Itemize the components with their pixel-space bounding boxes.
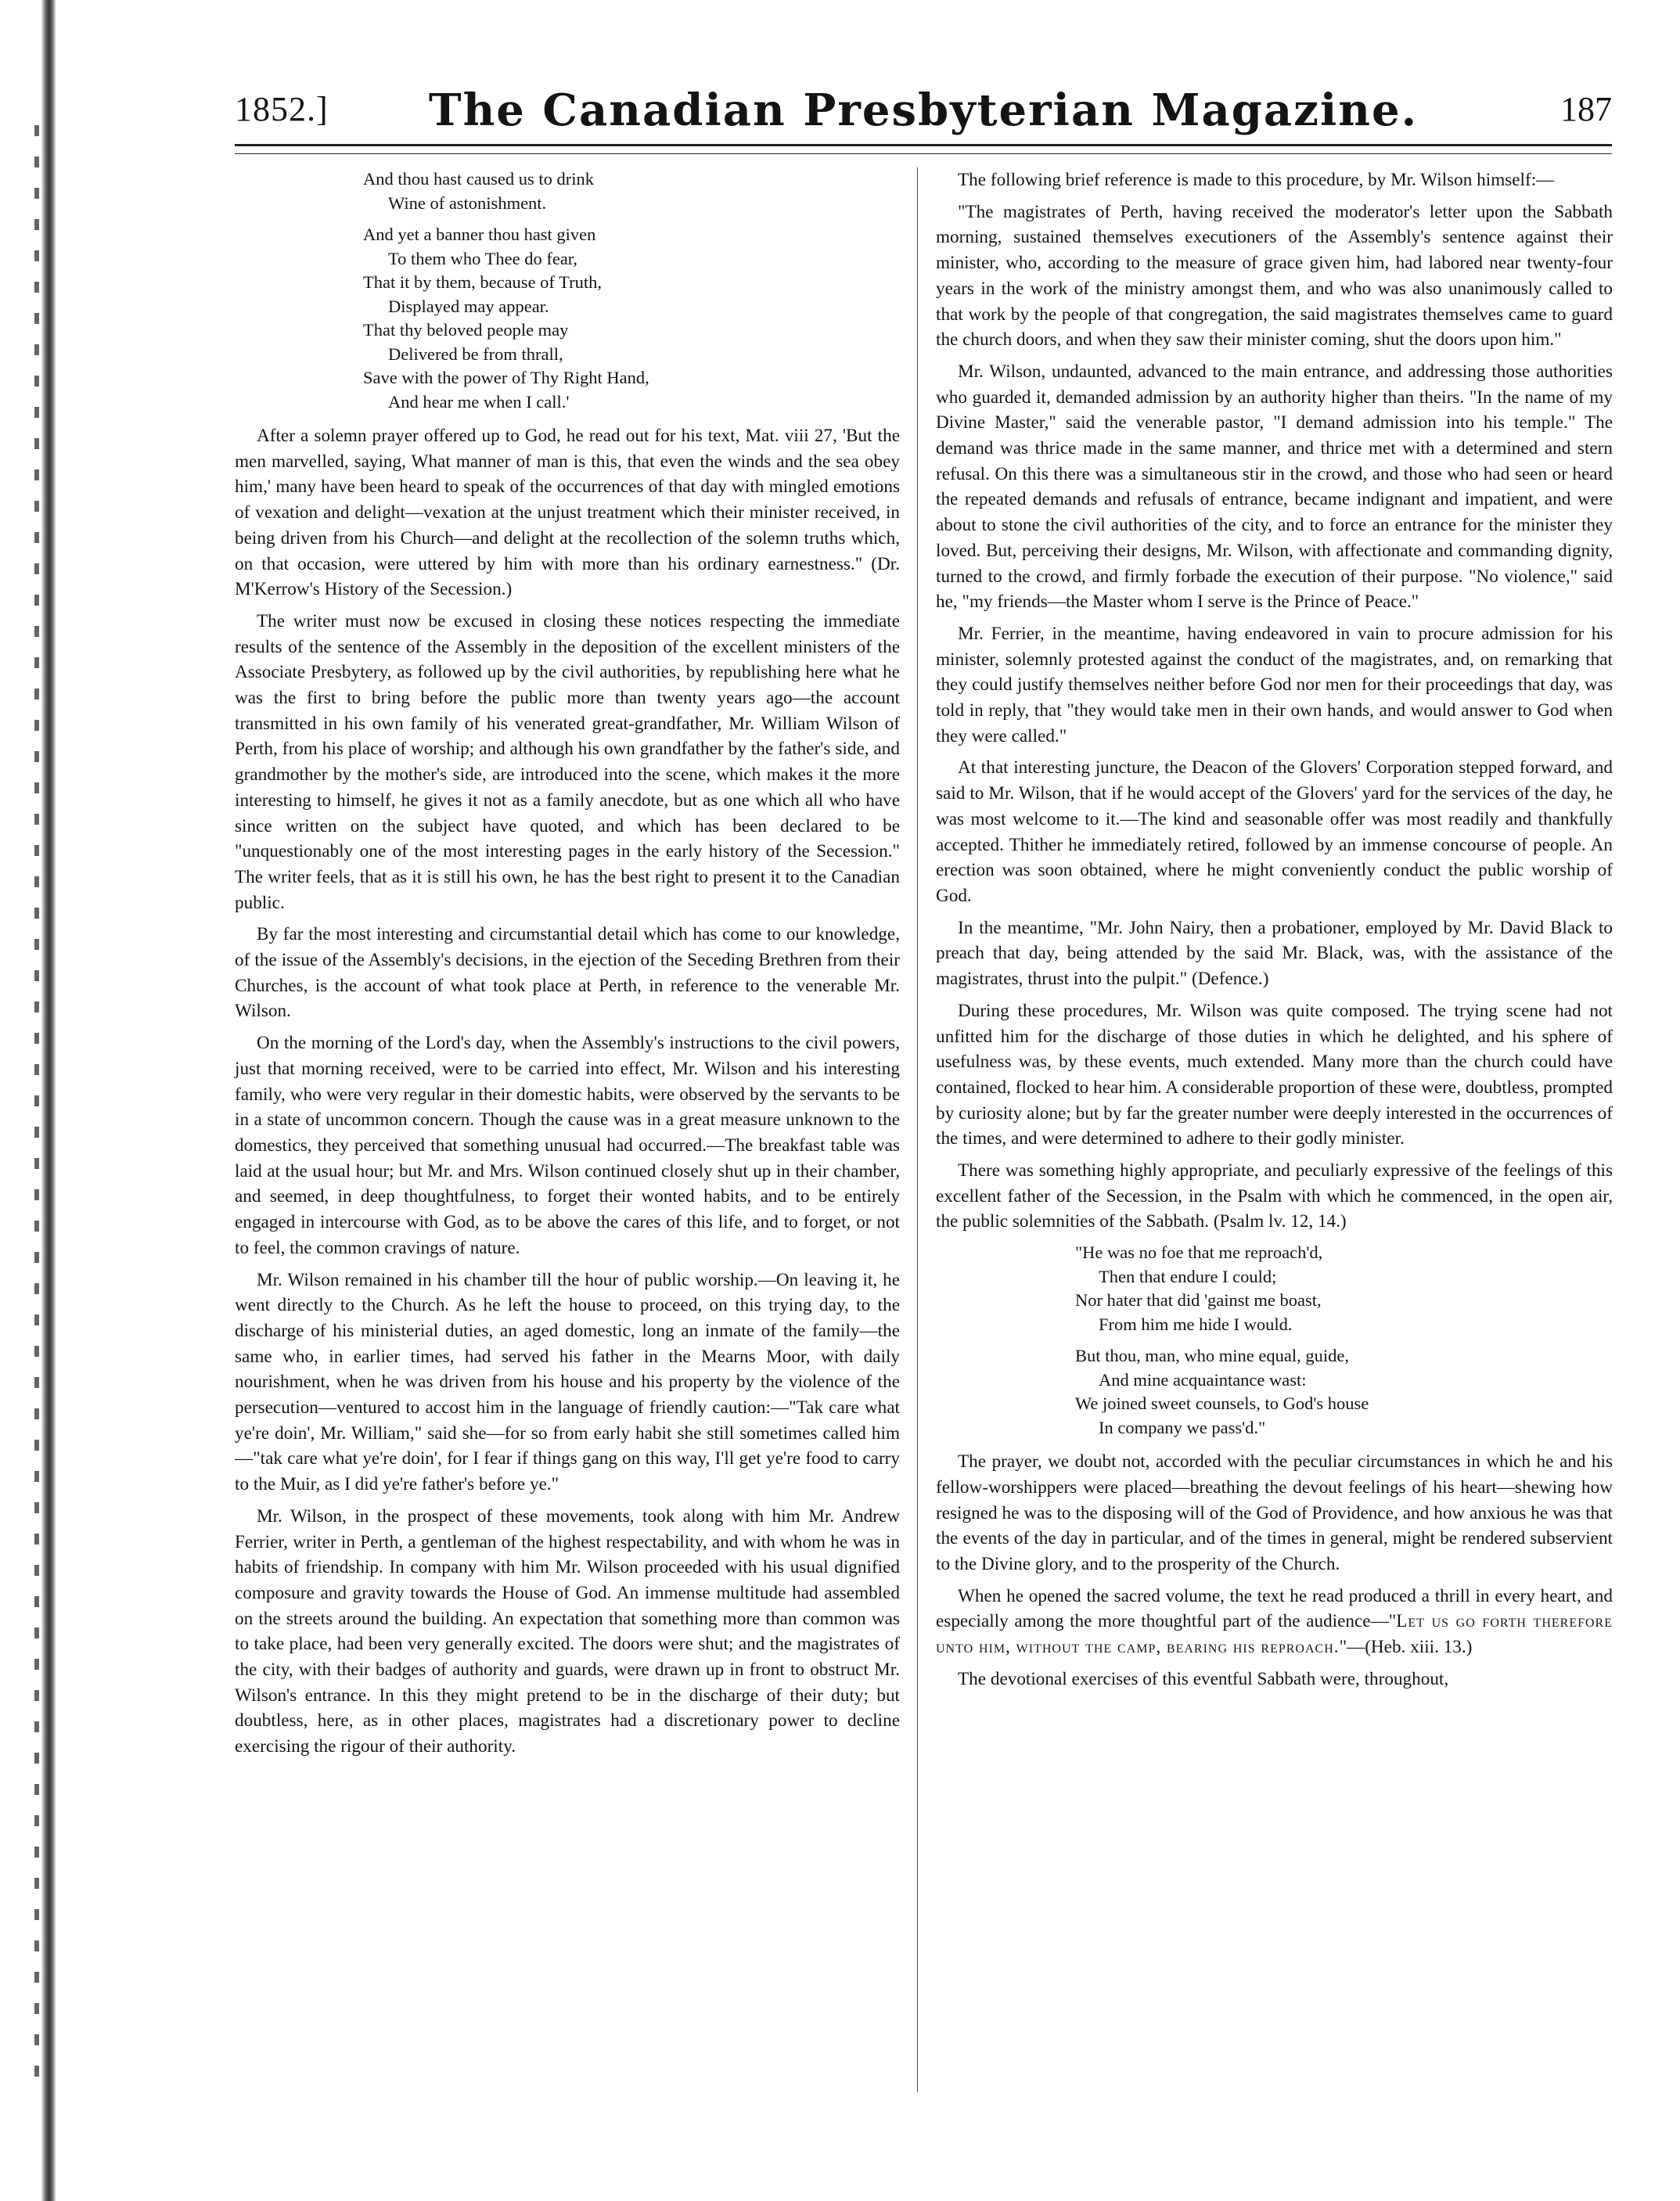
column-divider [917,167,918,2092]
paragraph: By far the most interesting and circumstantial detail which has come to our knowledge, of the issue of the Assembly's decisions, in the ejection of the Seceding Brethren from their Churches, is the account of what took place at Perth, in reference to the venerable Mr. Wilson. [235,924,900,1022]
paragraph: "The magistrates of Perth, having received the moderator's letter upon the Sabbath morning, sustained themselves executioners of the Assembly's sentence against their minister, who, according to the measure of grace given him, had labored near twenty-four years in the work of the ministry amongst them, and who was also unanimously called to that work by the people of that congregation, the said magistrates themselves came to guard the church doors, and when they saw their minister coming, shut the doors upon him." [936,201,1613,351]
paragraph: Mr. Wilson, undaunted, advanced to the main entrance, and addressing those authorities who guarded it, demanded admission by an authority higher than theirs. "In the name of my Divine Master," said the venerable pastor, "I demand admission into his temple." The demand was thrice made in the same manner, and thrice met with a determined and stern refusal. On this there was a simultaneous stir in the crowd, and those who had seen or heard the repeated demands and refusals of entrance, became indignant and impatient, and were about to stone the civil authorities of the city, and to force an entrance for the minister they loved. But, perceiving their designs, Mr. Wilson, with affectionate and commanding dignity, turned to the crowd, and firmly forbade the execution of their purpose. "No violence," said he, "my friends—the Master whom I serve is the Prince of Peace." [936,361,1613,613]
poem-stanza [936,1344,1613,1440]
poem-line: Displayed may appear. [388,296,549,316]
poem-line: And mine acquaintance wast: [1099,1369,1307,1390]
poem-line: And yet a banner thou hast given [363,225,596,244]
paragraph: On the morning of the Lord's day, when the Assembly's instructions to the civil powers, just that morning received, were to be carried into effect, Mr. Wilson and his interesting family, who were very regular in their domestic habits, were observed by the servants to be in a state of uncommon concern. Though the cause was in a great measure unknown to the domestics, they perceived that something unusual had occurred.—The breakfast table was laid at the usual hour; but Mr. and Mrs. Wilson continued closely shut up in their chamber, and seemed, in deep thoughtfulness, to forget their wonted habits, and to be entirely engaged in intercourse with God, as to be above the cares of this life, and to forget, or not to feel, the common cravings of nature. [235,1033,900,1258]
header-year: 1852.] [235,90,329,128]
paragraph: The following brief reference is made to this procedure, by Mr. Wilson himself:— [958,170,1555,190]
poem-line: That thy beloved people may [363,320,569,340]
poem-line: That it by them, because of Truth, [363,272,602,292]
poem-line: From him me hide I would. [1099,1314,1293,1334]
header-rule-thick [235,144,1612,146]
poem-block [235,167,900,414]
poem-line: Then that endure I could; [1099,1266,1277,1286]
running-header [235,85,1612,147]
poem-line: We joined sweet counsels, to God's house [1075,1394,1369,1414]
page-number: 187 [1560,90,1612,128]
scripture-quote: Let us go forth therefore unto him, without the camp, bearing his reproach. [936,1611,1613,1658]
paragraph: At that interesting juncture, the Deacon of the Glovers' Corporation stepped forward, and said to Mr. Wilson, that if he would accept of the Glovers' yard for the services of the day, he was most welcome to it.—The kind and seasonable offer was most readily and thankfully accepted. Thither he immediately retired, followed by an immense concourse of people. An erection was soon obtained, where he might conveniently conduct the public worship of God. [936,757,1613,906]
binding-stitch-marks [34,125,39,2081]
poem-line: Delivered be from thrall, [388,343,563,364]
paragraph: After a solemn prayer offered up to God, he read out for his text, Mat. viii 27, 'But the men marvelled, saying, What manner of man is this, that even the winds and the sea obey him,' many have been heard to speak of the occurrences of that day with mingled emotions of vexation and delight—vexation at the unjust treatment which their minister received, in being driven from his Church—and delight at the recollection of the solemn truths which, on that occasion, were uttered by him with more than his ordinary earnestness." (Dr. M'Kerrow's History of the Secession.) [235,426,900,600]
paragraph: There was something highly appropriate, and peculiarly expressive of the feelings of this excellent father of the Secession, in the Psalm with which he commenced, in the open air, the public solemnities of the Sabbath. (Psalm lv. 12, 14.) [936,1160,1613,1232]
magazine-title: The Canadian Presbyterian Magazine. [428,85,1419,136]
poem-line: In company we pass'd." [1099,1417,1266,1437]
paragraph-with-scripture [936,1584,1613,1660]
left-column [235,167,900,1766]
paragraph: Mr. Wilson remained in his chamber till the hour of public worship.—On leaving it, he went directly to the Church. As he left the house to proceed, on this trying day, to the discharge of his ministerial duties, an aged domestic, long an inmate of the family—the same who, in earlier times, had served his father in the Mearns Moor, with daily nourishment, when he was driven from his house and his property by the violence of the persecution—ventured to accost him in the language of friendly caution:—"Tak care what ye're doin', Mr. William," said she—for so from early habit she still sometimes called him—"tak care what ye're doin', for I fear if things gang on this way, I'll get ye're food to carry to the Muir, as I did ye're father's before ye." [235,1269,900,1495]
poem-stanza [235,167,900,215]
poem-line: But thou, man, who mine equal, guide, [1075,1346,1349,1366]
paragraph: In the meantime, "Mr. John Nairy, then a probationer, employed by Mr. David Black to preach that day, being attended by the said Mr. Black, was, with the assistance of the magistrates, thrust into the pulpit." (Defence.) [936,917,1613,990]
poem-line: And thou hast caused us to drink [363,169,594,189]
header-rule-thin [235,153,1612,154]
paragraph: Mr. Wilson, in the prospect of these movements, took along with him Mr. Andrew Ferrier, writer in Perth, a gentleman of the highest respectability, and with whom he was in habits of friendship. In company with him Mr. Wilson proceeded with his usual dignified composure and gravity towards the House of God. An immense multitude had assembled on the streets around the building. An expectation that something more than common was to take place, had been very generally excited. The doors were shut; and the magistrates of the city, with their badges of authority and guards, were drawn up in front to obstruct Mr. Wilson's entrance. In this they might pretend to be in the discharge of their duty; but doubtless, here, as in other places, magistrates had a discretionary power to decline exercising the rigour of their authority. [235,1505,900,1757]
poem-line: Nor hater that did 'gainst me boast, [1075,1290,1322,1311]
poem-line: To them who Thee do fear, [388,248,578,268]
paragraph: The devotional exercises of this eventful Sabbath were, throughout, [958,1668,1449,1689]
paragraph: During these procedures, Mr. Wilson was quite composed. The trying scene had not unfitted him for the discharge of those duties in which he delighted, and his sphere of usefulness was, by these events, much extended. Many more than the church could have contained, flocked to hear him. A considerable proportion of these were, doubtless, prompted by curiosity alone; but by far the greater number were deeply interested in the occurrences of the times, and were determined to adhere to their godly minister. [936,1000,1613,1149]
poem-stanza [235,223,900,414]
poem-line: Save with the power of Thy Right Hand, [363,368,649,387]
page-binding-edge [41,0,56,2201]
poem-stanza [936,1241,1613,1336]
scripture-reference: "—(Heb. xiii. 13.) [1339,1637,1473,1658]
poem-line: "He was no foe that me reproach'd, [1075,1243,1323,1263]
paragraph: The prayer, we doubt not, accorded with the peculiar circumstances in which he and his fellow-worshippers were placed—breathing the devout feelings of his heart—shewing how resigned he was to the disposing will of the God of Providence, and how anxious he was that the events of the day in particular, and of the times in general, might be rendered subservient to the Divine glory, and to the prosperity of the Church. [936,1451,1613,1574]
paragraph: Mr. Ferrier, in the meantime, having endeavored in vain to procure admission for his minister, solemnly protested against the conduct of the magistrates, and, on remarking that they could justify themselves neither before God nor men for their proceedings that day, was told in reply, that "they would take men in their own hands, and would answer to God when they were called." [936,623,1613,746]
paragraph-text: When he opened the sacred volume, the text he read produced a thrill in every heart, and especially among the more thoughtful part of the audience—" [936,1585,1613,1632]
poem-block [936,1241,1613,1440]
paragraph: The writer must now be excused in closing these notices respecting the immediate results of the sentence of the Assembly in the deposition of the excellent ministers of the Associate Presbytery, as followed up by the civil authorities, by republishing here what he was the first to bring before the public more than twenty years ago—the account transmitted in his own family of his venerated great-grandfather, Mr. William Wilson of Perth, from his place of worship; and although his own grandfather by the father's side, and grandmother by the mother's side, are introduced into the scene, which makes it the more interesting to himself, he gives it not as a family anecdote, but as one which all who have since written on the subject have quoted, and which has been declared to be "unquestionably one of the most interesting pages in the early history of the Secession." The writer feels, that as it is still his own, he has the best right to present it to the Canadian public. [235,610,900,913]
poem-line: Wine of astonishment. [388,192,547,213]
poem-line: And hear me when I call.' [388,391,570,412]
right-column [936,167,1613,1698]
